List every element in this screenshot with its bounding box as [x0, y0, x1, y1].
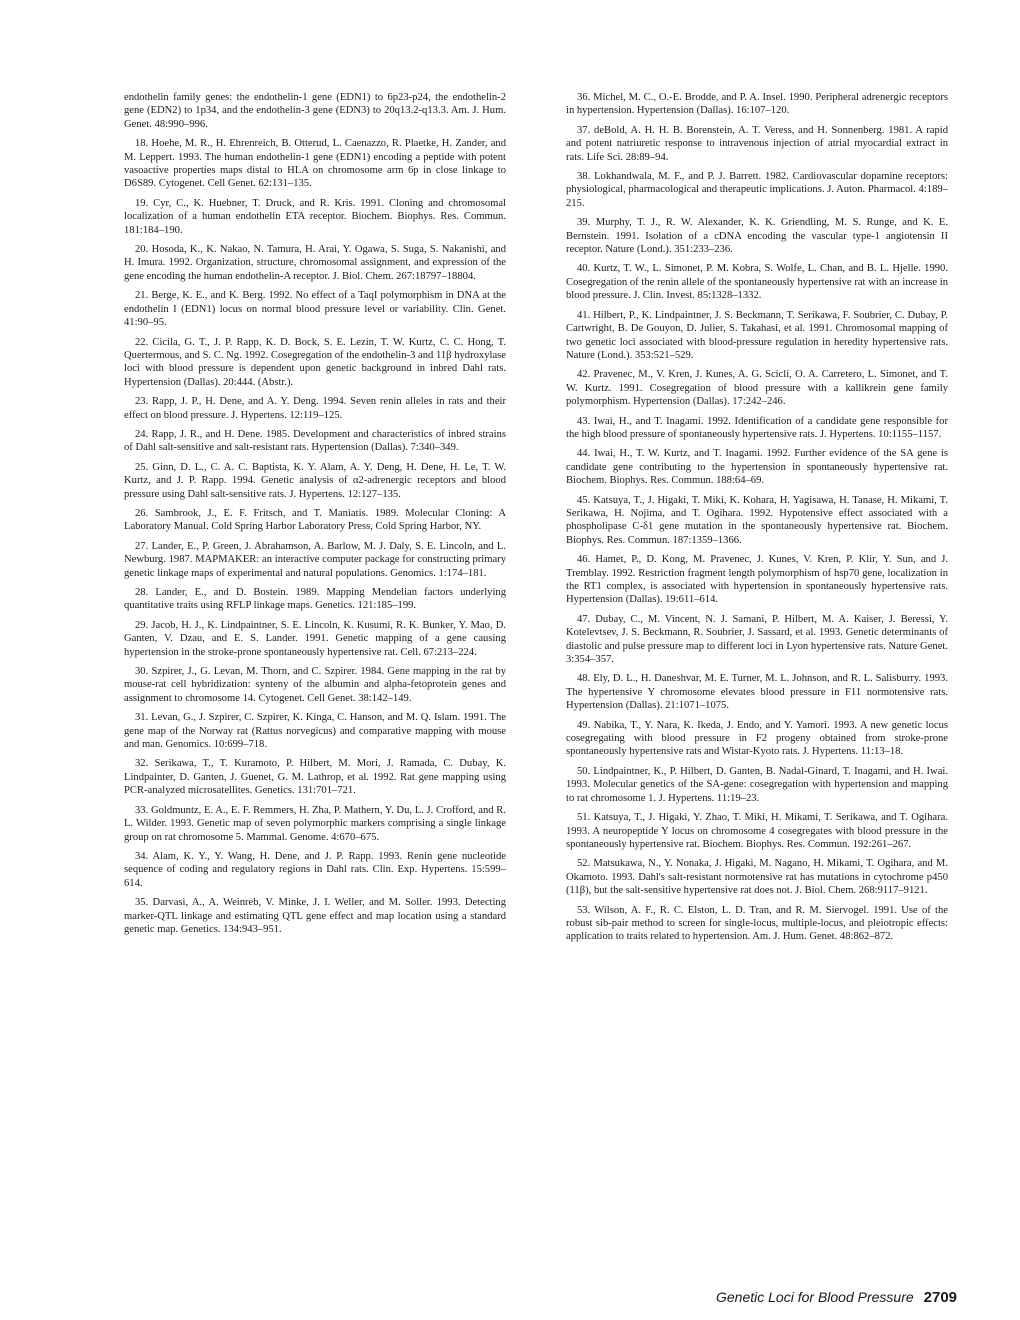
- reference-entry: 32. Serikawa, T., T. Kuramoto, P. Hilbert, M. Mori, J. Ramada, C. Dubay, K. Lindpainter, D. Ganten, J. Guenet, G. M. Lathrop, et al. 1992. Rat gene mapping using PCR-analyzed microsatellites. Genetics. 131:701–721.: [124, 758, 506, 797]
- running-title: Genetic Loci for Blood Pressure: [716, 1289, 914, 1305]
- reference-entry: 26. Sambrook, J., E. F. Fritsch, and T. Maniatis. 1989. Molecular Cloning: A Laboratory Manual. Cold Spring Harbor Laboratory Press, Cold Spring Harbor, NY.: [124, 507, 506, 533]
- reference-entry: 44. Iwai, H., T. W. Kurtz, and T. Inagami. 1992. Further evidence of the SA gene is candidate gene contributing to the hypertension in spontaneously hypertensive rat. Biochem. Biophys. Res. Commun. 188:64–69.: [566, 448, 948, 487]
- reference-entry: 51. Katsuya, T., J. Higaki, Y. Zhao, T. Miki, H. Mikami, T. Serikawa, and T. Ogihara. 1993. A neuropeptide Y locus on chromosome 4 cosegregates with blood pressure in the spontaneously hypertensive rat. Biochem. Biophys. Res. Commun. 192:261–267.: [566, 812, 948, 850]
- reference-column-left: [124, 91, 506, 942]
- reference-entry: 53. Wilson, A. F., R. C. Elston, L. D. Tran, and R. M. Siervogel. 1991. Use of the robust sib-pair method to screen for single-locus, multiple-locus, and pleiotropic effects: application to traits related to hypertension. Am. J. Hum. Genet. 48:862–872.: [566, 904, 948, 943]
- reference-entry: 25. Ginn, D. L., C. A. C. Baptista, K. Y. Alam, A. Y. Deng, H. Dene, H. Le, T. W. Kurtz, and J. P. Rapp. 1994. Genetic analysis of α2-adrenergic receptors and blood pressure using Dahl salt-sensitive rats. J. Hypertens. 12:127–135.: [124, 461, 506, 500]
- reference-entry: 36. Michel, M. C., O.-E. Brodde, and P. A. Insel. 1990. Peripheral adrenergic receptors in hypertension. Hypertension (Dallas). 16:107–120.: [566, 92, 948, 117]
- reference-entry: 47. Dubay, C., M. Vincent, N. J. Samani, P. Hilbert, M. A. Kaiser, J. Beressi, Y. Kotelevtsev, J. S. Beckmann, R. Soubrier, J. Sassard, et al. 1993. Genetic determinants of diastolic and pulse pressure map to different loci in Lyon hypertensive rats. Nature Genet. 3:354–357.: [566, 613, 948, 666]
- reference-entry: 37. deBold, A. H. H. B. Borenstein, A. T. Veress, and H. Sonnenberg. 1981. A rapid and potent natriuretic response to intravenous injection of atrial myocardial extract in rats. Life Sci. 28:89–94.: [566, 124, 948, 163]
- reference-entry: 49. Nabika, T., Y. Nara, K. Ikeda, J. Endo, and Y. Yamori. 1993. A new genetic locus cosegregating with blood pressure in F2 progeny obtained from stroke-prone spontaneously hypertensive rats and Wistar-Kyoto rats. J. Hypertens. 11:13–18.: [566, 719, 948, 758]
- reference-entry: 29. Jacob, H. J., K. Lindpaintner, S. E. Lincoln, K. Kusumi, R. K. Bunker, Y. Mao, D. Ganten, V. Dzau, and E. S. Lander. 1991. Genetic mapping of a gene causing hypertension in the stroke-prone spontaneously hypertensive rat. Cell. 67:213–224.: [124, 619, 506, 658]
- reference-entry: 45. Katsuya, T., J. Higaki, T. Miki, K. Kohara, H. Yagisawa, H. Tanase, H. Mikami, T. Serikawa, H. Nojima, and T. Ogihara. 1992. Hypotensive effect associated with a phospholipase C-δ1 gene mutation in the spontaneously hypertensive rat. Biochem. Biophys. Res. Commun. 187:1359–1366.: [566, 494, 948, 546]
- reference-continuation: endothelin family genes: the endothelin-1 gene (EDN1) to 6p23-p24, the endothelin-2 gene (EDN2) to 1p34, and the endothelin-3 gene (EDN3) to 20q13.2-q13.3. Am. J. Hum. Genet. 48:990–996.: [124, 92, 506, 130]
- reference-entry: 50. Lindpaintner, K., P. Hilbert, D. Ganten, B. Nadal-Ginard, T. Inagami, and H. Iwai. 1993. Molecular genetics of the SA-gene: cosegregation with hypertension and mapping to rat chromosome 1. J. Hypertens. 11:19–23.: [566, 765, 948, 804]
- reference-entry: 21. Berge, K. E., and K. Berg. 1992. No effect of a TaqI polymorphism in DNA at the endothelin I (EDN1) locus on normal blood pressure level or variability. Clin. Genet. 41:90–95.: [124, 290, 506, 329]
- reference-entry: 19. Cyr, C., K. Huebner, T. Druck, and R. Kris. 1991. Cloning and chromosomal localization of a human endothelin ETA receptor. Biochem. Biophys. Res. Commun. 181:184–190.: [124, 197, 506, 236]
- reference-entry: 48. Ely, D. L., H. Daneshvar, M. E. Turner, M. L. Johnson, and R. L. Salisburry. 1993. The hypertensive Y chromosome elevates blood pressure in F11 normotensive rats. Hypertension (Dallas). 21:1071–1075.: [566, 673, 948, 712]
- reference-entry: 42. Pravenec, M., V. Kren, J. Kunes, A. G. Scicli, O. A. Carretero, L. Simonet, and T. W. Kurtz. 1991. Cosegregation of blood pressure with a kallikrein gene family polymorphism. Hypertension (Dallas). 17:242–246.: [566, 369, 948, 408]
- reference-entry: 23. Rapp, J. P., H. Dene, and A. Y. Deng. 1994. Seven renin alleles in rats and their effect on blood pressure. J. Hypertens. 12:119–125.: [124, 396, 506, 421]
- reference-entry: 41. Hilbert, P., K. Lindpaintner, J. S. Beckmann, T. Serikawa, F. Soubrier, C. Dubay, P. Cartwright, B. De Gouyon, D. Julier, S. Takahasi, et al. 1991. Chromosomal mapping of two genetic loci associated with blood-pressure regulation in heredity hypertensive rats. Nature (Lond.). 353:521–529.: [566, 309, 948, 361]
- reference-entry: 31. Levan, G., J. Szpirer, C. Szpirer, K. Kinga, C. Hanson, and M. Q. Islam. 1991. The gene map of the Norway rat (Rattus norvegicus) and comparative mapping with mouse and man. Genomics. 10:699–718.: [124, 712, 506, 751]
- reference-entry: 18. Hoehe, M. R., H. Ehrenreich, B. Otterud, L. Caenazzo, R. Plaetke, H. Zander, and M. Leppert. 1993. The human endothelin-1 gene (EDN1) encoding a peptide with potent vasoactive properties maps distal to HLA on chromosome arm 6p in close linkage to D6S89. Cytogenet. Cell Genet. 62:131–135.: [124, 138, 506, 190]
- reference-entry: 22. Cicila, G. T., J. P. Rapp, K. D. Bock, S. E. Lezin, T. W. Kurtz, C. C. Hong, T. Quertermous, and S. C. Ng. 1992. Cosegregation of the endothelin-3 and 11β hydroxylase loci with blood pressure is dependent upon genetic background in inbred Dahl rats. Hypertension (Dallas). 20:444. (Abstr.).: [124, 336, 506, 388]
- reference-entry: 30. Szpirer, J., G. Levan, M. Thorn, and C. Szpirer. 1984. Gene mapping in the rat by mouse-rat cell hybridization: synteny of the albumin and alpha-fetoprotein genes and assignment to chromosome 14. Cytogenet. Cell Genet. 38:142–149.: [124, 666, 506, 704]
- reference-entry: 24. Rapp, J. R., and H. Dene. 1985. Development and characteristics of inbred strains of Dahl salt-sensitive and salt-resistant rats. Hypertension (Dallas). 7:340–349.: [124, 428, 506, 454]
- reference-entry: 35. Darvasi, A., A. Weinreb, V. Minke, J. I. Weller, and M. Soller. 1993. Detecting marker-QTL linkage and estimating QTL gene effect and map location using a standard genetic map. Genetics. 134:943–951.: [124, 897, 506, 935]
- reference-entry: 52. Matsukawa, N., Y. Nonaka, J. Higaki, M. Nagano, H. Mikami, T. Ogihara, and M. Okamoto. 1993. Dahl's salt-resistant normotensive rat has mutations in cytochrome p450 (11β), but the salt-sensitive hypertensive rat does not. J. Biol. Chem. 268:9117–9121.: [566, 858, 948, 897]
- reference-entry: 40. Kurtz, T. W., L. Simonet, P. M. Kobra, S. Wolfe, L. Chan, and B. L. Hjelle. 1990. Cosegregation of the renin allele of the spontaneously hypertensive rat with an increase in blood pressure. J. Clin. Invest. 85:1328–1332.: [566, 263, 948, 302]
- reference-entry: 39. Murphy, T. J., R. W. Alexander, K. K. Griendling, M. S. Runge, and K. E. Bernstein. 1991. Isolation of a cDNA encoding the vascular type-1 angiotensin II receptor. Nature (Lond.). 351:233–236.: [566, 217, 948, 256]
- reference-entry: 34. Alam, K. Y., Y. Wang, H. Dene, and J. P. Rapp. 1993. Renin gene nucleotide sequence of coding and regulatory regions in Dahl rats. Clin. Exp. Hypertens. 15:599–614.: [124, 850, 506, 889]
- reference-entry: 38. Lokhandwala, M. F., and P. J. Barrett. 1982. Cardiovascular dopamine receptors: physiological, pharmacological and therapeutic implications. J. Auton. Pharmacol. 4:189–215.: [566, 171, 948, 209]
- reference-entry: 28. Lander, E., and D. Bostein. 1989. Mapping Mendelian factors underlying quantitative traits using RFLP linkage maps. Genetics. 121:185–199.: [124, 587, 506, 612]
- reference-entry: 33. Goldmuntz, E. A., E. F. Remmers, H. Zha, P. Mathern, Y. Du, L. J. Crofford, and R. L. Wilder. 1993. Genetic map of seven polymorphic markers comprising a single linkage group on rat chromosome 5. Mammal. Genome. 4:670–675.: [124, 804, 506, 843]
- reference-entry: 27. Lander, E., P. Green, J. Abrahamson, A. Barlow, M. J. Daly, S. E. Lincoln, and L. Newburg. 1987. MAPMAKER: an interactive computer package for constructing primary genetic linkage maps of experimental and natural populations. Genomics. 1:174–181.: [124, 540, 506, 579]
- reference-entry: 46. Hamet, P., D. Kong, M. Pravenec, J. Kunes, V. Kren, P. Klir, Y. Sun, and J. Tremblay. 1992. Restriction fragment length polymorphism of hsp70 gene, localization in the RT1 complex, is associated with hypertension in spontaneously hypertensive rats. Hypertension (Dallas). 19:611–614.: [566, 554, 948, 606]
- page-footer: [716, 1289, 964, 1307]
- reference-entry: 20. Hosoda, K., K. Nakao, N. Tamura, H. Arai, Y. Ogawa, S. Suga, S. Nakanishi, and H. Imura. 1992. Organization, structure, chromosomal assignment, and expression of the gene encoding the human endothelin-A receptor. J. Biol. Chem. 267:18797–18804.: [124, 244, 506, 282]
- reference-entry: 43. Iwai, H., and T. Inagami. 1992. Identification of a candidate gene responsible for the high blood pressure of spontaneously hypertensive rats. J. Hypertens. 10:1155–1157.: [566, 415, 948, 440]
- page-number: 2709: [923, 1289, 958, 1306]
- reference-column-right: [566, 91, 948, 950]
